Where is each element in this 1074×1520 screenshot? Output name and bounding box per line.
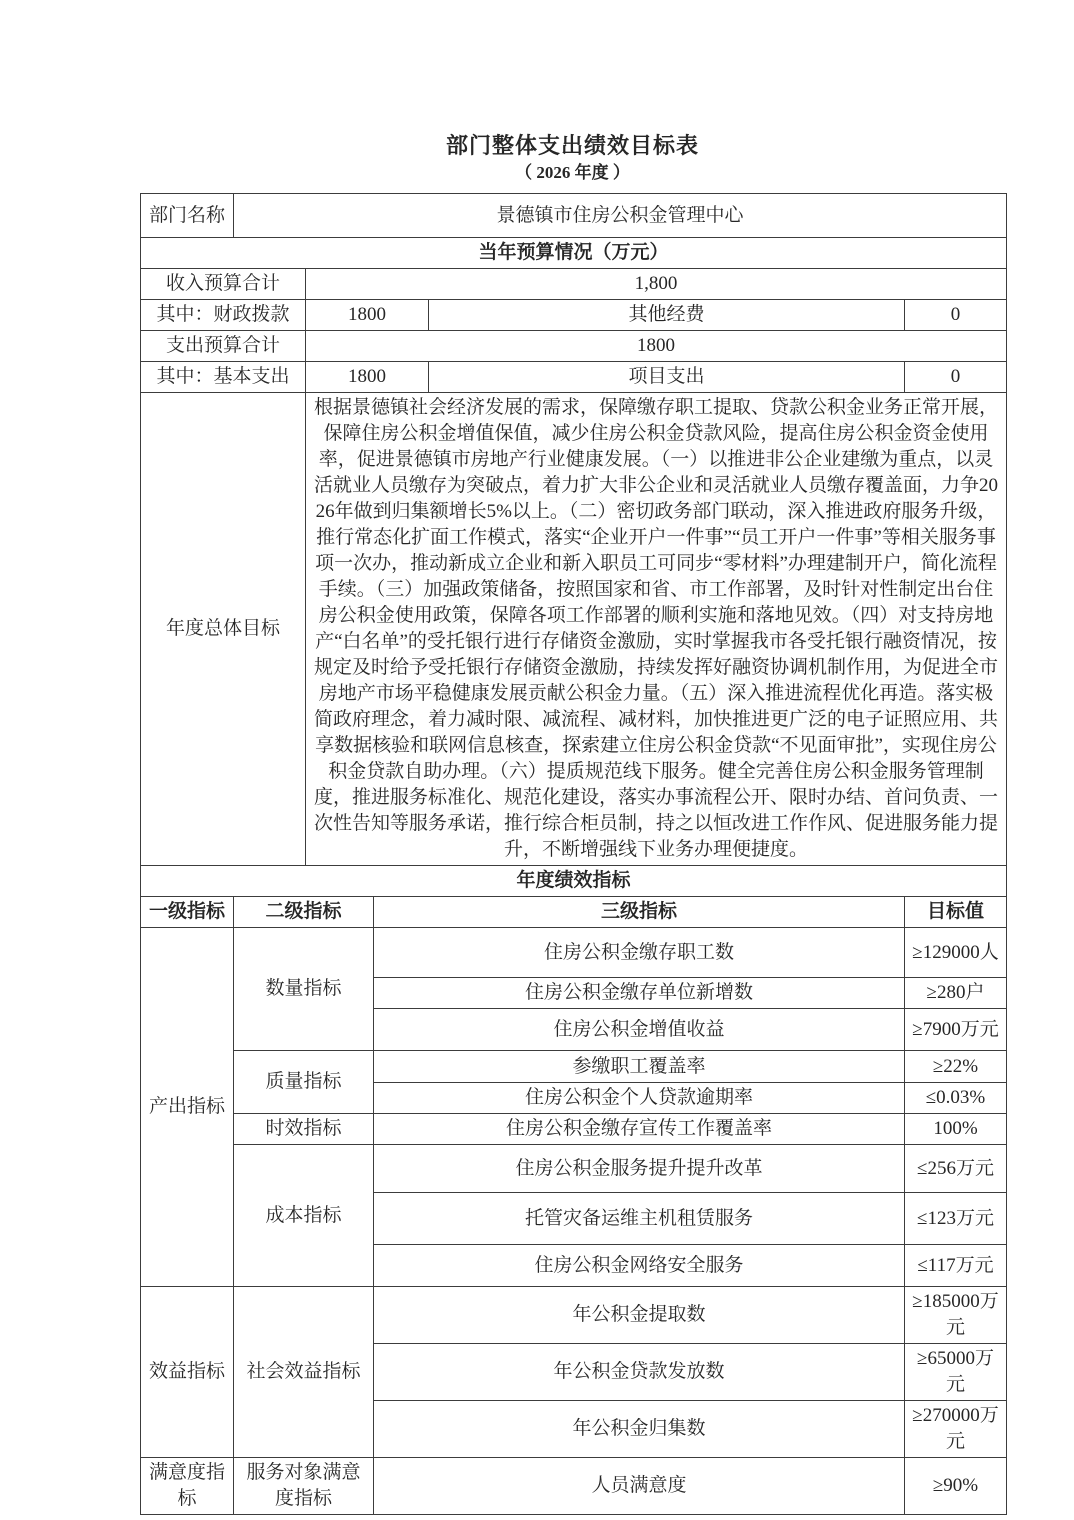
indicator-name: 住房公积金个人贷款逾期率 <box>374 1083 905 1114</box>
header-target: 目标值 <box>905 897 1007 928</box>
expenditure-total-label: 支出预算合计 <box>141 331 306 362</box>
indicator-row <box>141 1051 1007 1083</box>
income-total-value: 1,800 <box>306 269 1007 300</box>
table-header-row <box>141 897 1007 928</box>
indicator-name: 年公积金提取数 <box>374 1287 905 1344</box>
basic-expenditure-label: 其中：基本支出 <box>141 362 306 393</box>
fiscal-allocation-label: 其中：财政拨款 <box>141 300 306 331</box>
indicator-name: 住房公积金增值收益 <box>374 1009 905 1051</box>
fiscal-allocation-value: 1800 <box>306 300 429 331</box>
indicator-name: 住房公积金缴存职工数 <box>374 928 905 978</box>
indicator-name: 参缴职工覆盖率 <box>374 1051 905 1083</box>
table-row <box>141 331 1007 362</box>
indicator-name: 年公积金归集数 <box>374 1401 905 1458</box>
level1-benefit: 效益指标 <box>141 1287 234 1458</box>
other-funds-value: 0 <box>905 300 1007 331</box>
indicator-name: 人员满意度 <box>374 1458 905 1515</box>
indicator-row <box>141 1458 1007 1515</box>
basic-expenditure-value: 1800 <box>306 362 429 393</box>
expenditure-total-value: 1800 <box>306 331 1007 362</box>
other-funds-label: 其他经费 <box>429 300 905 331</box>
indicators-section-title: 年度绩效指标 <box>141 866 1007 897</box>
level2-cost: 成本指标 <box>234 1145 374 1287</box>
table-row <box>141 866 1007 897</box>
indicator-target: ≥7900万元 <box>905 1009 1007 1051</box>
indicator-target: ≥22% <box>905 1051 1007 1083</box>
performance-target-table <box>140 193 1007 1515</box>
indicator-target: ≥65000万元 <box>905 1344 1007 1401</box>
indicator-target: ≥270000万元 <box>905 1401 1007 1458</box>
indicator-target: ≤0.03% <box>905 1083 1007 1114</box>
level2-service-satisfaction: 服务对象满意度指标 <box>234 1458 374 1515</box>
table-row <box>141 300 1007 331</box>
indicator-name: 年公积金贷款发放数 <box>374 1344 905 1401</box>
annual-goal-label: 年度总体目标 <box>141 393 306 866</box>
project-expenditure-label: 项目支出 <box>429 362 905 393</box>
indicator-target: ≤117万元 <box>905 1245 1007 1287</box>
indicator-target: ≤256万元 <box>905 1145 1007 1193</box>
annual-goal-text: 根据景德镇社会经济发展的需求，保障缴存职工提取、贷款公积金业务正常开展，保障住房公积金增值保值，减少住房公积金贷款风险，提高住房公积金资金使用率，促进景德镇市房地产行业健康发展。（一）以推进非公企业建缴为重点，以灵活就业人员缴存为突破点，着力扩大非公企业和灵活就业人员缴存覆盖面，力争2026年做到归集额增长5%以上。（二）密切政务部门联动，深入推进政府服务升级，推行常态化扩面工作模式，落实“企业开户一件事”“员工开户一件事”等相关服务事项一次办，推动新成立企业和新入职员工可同步“零材料”办理建制开户，简化流程手续。（三）加强政策储备，按照国家和省、市工作部署，及时针对性制定出台住房公积金使用政策，保障各项工作部署的顺利实施和落地见效。（四）对支持房地产“白名单”的受托银行进行存储资金激励，实时掌握我市各受托银行融资情况，按规定及时给予受托银行存储资金激励，持续发挥好融资协调机制作用，为促进全市房地产市场平稳健康发展贡献公积金力量。（五）深入推进流程优化再造。落实极简政府理念，着力减时限、减流程、减材料，加快推进更广泛的电子证照应用、共享数据核验和联网信息核查，探索建立住房公积金贷款“不见面审批”，实现住房公积金贷款自助办理。（六）提质规范线下服务。健全完善住房公积金服务管理制度，推进服务标准化、规范化建设，落实办事流程公开、限时办结、首问负责、一次性告知等服务承诺，推行综合柜员制，持之以恒改进工作作风、促进服务能力提升，不断增强线下业务办理便捷度。 <box>306 393 1007 866</box>
income-total-label: 收入预算合计 <box>141 269 306 300</box>
level2-social-benefit: 社会效益指标 <box>234 1287 374 1458</box>
indicator-row <box>141 928 1007 978</box>
table-row <box>141 269 1007 300</box>
indicator-name: 住房公积金服务提升提升改革 <box>374 1145 905 1193</box>
level2-quantity: 数量指标 <box>234 928 374 1051</box>
department-name-label: 部门名称 <box>141 194 234 238</box>
page-subtitle: （ 2026 年度 ） <box>515 163 630 182</box>
department-name-value: 景德镇市住房公积金管理中心 <box>234 194 1007 238</box>
indicator-name: 住房公积金缴存宣传工作覆盖率 <box>374 1114 905 1145</box>
indicator-name: 住房公积金网络安全服务 <box>374 1245 905 1287</box>
header-level1: 一级指标 <box>141 897 234 928</box>
header-level2: 二级指标 <box>234 897 374 928</box>
level1-satisfaction: 满意度指标 <box>141 1458 234 1515</box>
table-row <box>141 362 1007 393</box>
indicator-row <box>141 1114 1007 1145</box>
indicator-row <box>141 1145 1007 1193</box>
project-expenditure-value: 0 <box>905 362 1007 393</box>
level2-timeliness: 时效指标 <box>234 1114 374 1145</box>
table-row <box>141 393 1007 866</box>
level1-output: 产出指标 <box>141 928 234 1287</box>
level2-quality: 质量指标 <box>234 1051 374 1114</box>
indicator-target: ≤123万元 <box>905 1193 1007 1245</box>
indicator-row <box>141 1287 1007 1344</box>
indicator-name: 住房公积金缴存单位新增数 <box>374 978 905 1009</box>
page-title: 部门整体支出绩效目标表 <box>445 133 699 158</box>
indicator-target: ≥185000万元 <box>905 1287 1007 1344</box>
budget-section-title: 当年预算情况（万元） <box>141 238 1007 269</box>
indicator-target: ≥129000人 <box>905 928 1007 978</box>
indicator-target: ≥280户 <box>905 978 1007 1009</box>
header-level3: 三级指标 <box>374 897 905 928</box>
indicator-target: 100% <box>905 1114 1007 1145</box>
table-row <box>141 238 1007 269</box>
indicator-name: 托管灾备运维主机租赁服务 <box>374 1193 905 1245</box>
table-row <box>141 194 1007 238</box>
indicator-target: ≥90% <box>905 1458 1007 1515</box>
